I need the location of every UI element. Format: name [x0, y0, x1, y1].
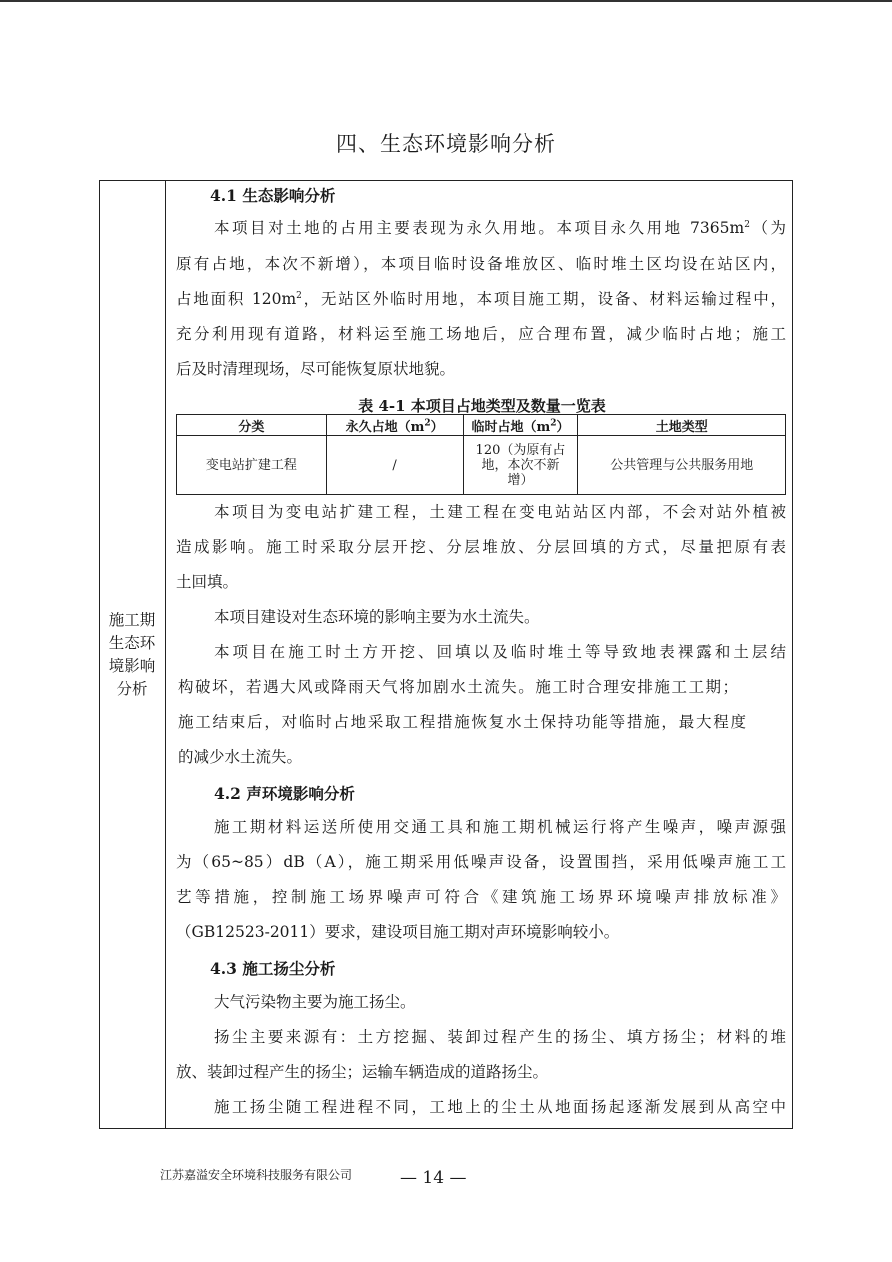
page-number: — 14 —	[400, 1168, 467, 1188]
table-row	[177, 436, 786, 495]
paragraph-line: 充分利用现有道路，材料运至施工场地后，应合理布置，减少临时占地；施工	[176, 325, 786, 343]
paragraph-line	[176, 289, 786, 309]
side-label-line: 分析	[116, 680, 148, 698]
paragraph-line: （GB12523-2011）要求，建设项目施工期对声环境影响较小。	[176, 923, 620, 941]
section-heading-4-3: 4.3 施工扬尘分析	[210, 959, 336, 978]
text: ，无站区外临时用地，本项目施工期，设备、材料运输过程中，	[301, 290, 786, 308]
text: ）	[556, 419, 570, 435]
superscript: 2	[424, 418, 431, 429]
col-header-category: 分类	[177, 415, 327, 436]
paragraph-line: 本项目建设对生态环境的影响主要为水土流失。	[214, 608, 540, 626]
paragraph-line: 本项目在施工时土方开挖、回填以及临时堆土等导致地表裸露和土层结	[214, 643, 786, 661]
paragraph-line: 为（65~85）dB（A），施工期采用低噪声设备，设置围挡，采用低噪声施工工	[176, 853, 786, 871]
col-header-land-type: 土地类型	[578, 415, 786, 436]
content-frame	[99, 180, 793, 1129]
cell-line: 增）	[507, 472, 534, 488]
paragraph-line: 放、装卸过程产生的扬尘；运输车辆造成的道路扬尘。	[176, 1063, 549, 1081]
paragraph-line: 的减少水土流失。	[178, 748, 303, 766]
side-label-line: 施工期	[108, 611, 156, 629]
paragraph-line: 大气污染物主要为施工扬尘。	[214, 993, 416, 1011]
col-header-permanent	[326, 415, 463, 436]
page-title: 四、生态环境影响分析	[336, 132, 556, 156]
paragraph-line: 施工结束后，对临时占地采取工程措施恢复水土保持功能等措施，最大程度	[178, 713, 746, 731]
side-label-line: 生态环	[108, 634, 156, 652]
paragraph-line: 扬尘主要来源有：土方挖掘、装卸过程产生的扬尘、填方扬尘；材料的堆	[214, 1028, 786, 1046]
paragraph-line: 施工扬尘随工程进程不同，工地上的尘土从地面扬起逐渐发展到从高空中	[214, 1098, 786, 1116]
paragraph-line: 造成影响。施工时采取分层开挖、分层堆放、分层回填的方式，尽量把原有表	[176, 538, 786, 556]
superscript: 2	[550, 418, 557, 429]
section-heading-4-1: 4.1 生态影响分析	[210, 186, 336, 205]
paragraph-line	[214, 218, 786, 238]
side-label	[103, 609, 161, 701]
cell-permanent: /	[326, 436, 463, 495]
footer-company: 江苏嘉溢安全环境科技服务有限公司	[160, 1168, 353, 1182]
text: 临时占地（m	[471, 419, 551, 435]
paragraph-line: 构破坏，若遇大风或降雨天气将加剧水土流失。施工时合理安排施工工期；	[178, 678, 738, 696]
land-occupancy-table	[176, 414, 786, 495]
paragraph-line: 原有占地，本次不新增），本项目临时设备堆放区、临时堆土区均设在站区内，	[176, 255, 786, 273]
table-header-row	[177, 415, 786, 436]
paragraph-line: 本项目为变电站扩建工程，土建工程在变电站站区内部，不会对站外植被	[214, 503, 786, 521]
text: （为	[749, 219, 786, 237]
superscript: 2	[744, 219, 750, 230]
cell-temporary	[463, 436, 578, 495]
paragraph-line: 土回填。	[176, 573, 239, 591]
text: 占地面积 120m	[176, 290, 297, 308]
cell-line: 120（为原有占	[475, 442, 566, 458]
paragraph-line: 艺等措施，控制施工场界噪声可符合《建筑施工场界环境噪声排放标准》	[176, 888, 786, 906]
col-header-temporary	[463, 415, 578, 436]
text: 永久占地（m	[345, 419, 425, 435]
side-label-column	[100, 181, 166, 1128]
paragraph-line: 后及时清理现场，尽可能恢复原状地貌。	[176, 360, 456, 378]
side-label-line: 境影响	[108, 657, 156, 675]
top-rule	[0, 0, 892, 2]
cell-category: 变电站扩建工程	[177, 436, 327, 495]
cell-land-type: 公共管理与公共服务用地	[578, 436, 786, 495]
cell-line: 地，本次不新	[481, 457, 560, 473]
text: ）	[430, 419, 444, 435]
superscript: 2	[296, 290, 302, 301]
table-caption: 表 4-1 本项目占地类型及数量一览表	[358, 397, 606, 415]
section-heading-4-2: 4.2 声环境影响分析	[214, 784, 355, 803]
text: 本项目对土地的占用主要表现为永久用地。本项目永久用地 7365m	[214, 219, 745, 237]
paragraph-line: 施工期材料运送所使用交通工具和施工期机械运行将产生噪声，噪声源强	[214, 818, 786, 836]
